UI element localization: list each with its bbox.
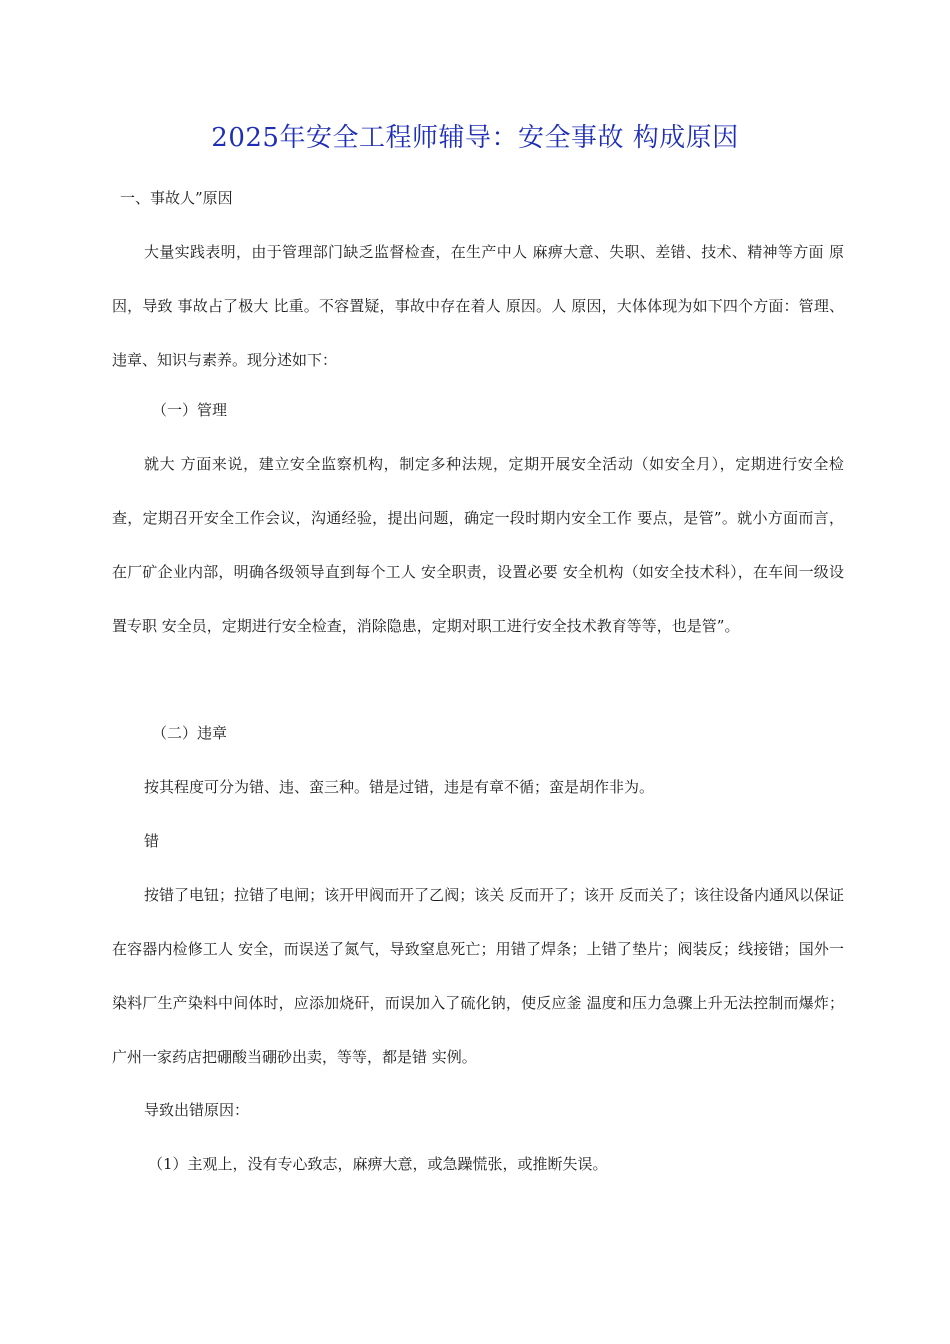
violation-paragraph: 按其程度可分为错、违、蛮三种。错是过错，违是有章不循；蛮是胡作非为。 <box>144 778 655 796</box>
subheading-violation: （二）违章 <box>152 724 228 742</box>
subheading-management: （一）管理 <box>152 401 228 419</box>
cause-list-item: （1）主观上，没有专心致志，麻痹大意，或急躁慌张，或推断失误。 <box>148 1155 608 1173</box>
section-heading-human-causes: 一、事故人”原因 <box>120 189 233 207</box>
cause-heading: 导致出错原因： <box>144 1101 250 1119</box>
error-paragraph: 按错了电钮；拉错了电闸；该开甲阀而开了乙阀；该关 反而开了；该开 反而关了；该往设备内通风以保证在容器内检修工人 安全，而误送了氮气，导致窒息死亡；用错了焊条；上错了垫片；阀装反；线接错；国外一染料厂生产染料中间体时，应添加烧矸，而误加入了硫化钠，使反应釜 温度和压力急骤上升无法控制而爆炸；广州一家药店把硼酸当硼砂出卖，等等，都是错 实例。 <box>112 886 844 1066</box>
error-heading: 错 <box>144 832 160 850</box>
management-paragraph: 就大 方面来说，建立安全监察机构，制定多种法规，定期开展安全活动（如安全月），定期进行安全检查，定期召开安全工作会议，沟通经验，提出问题，确定一段时期内安全工作 要点，是管”。就小方面而言，在厂矿企业内部，明确各级领导直到每个工人 安全职责，设置必要 安全机构（如安全技术科），在车间一级设置专职 安全员，定期进行安全检查，消除隐患，定期对职工进行安全技术教育等等，也是管”。 <box>112 455 844 635</box>
document-title: 2025年安全工程师辅导：安全事故 构成原因 <box>211 123 739 153</box>
intro-paragraph: 大量实践表明，由于管理部门缺乏监督检查，在生产中人 麻痹大意、失职、差错、技术、精神等方面 原因，导致 事故占了极大 比重。不容置疑，事故中存在着人 原因。人 原因，大体体现为如下四个方面：管理、违章、知识与素养。现分述如下： <box>112 243 844 369</box>
